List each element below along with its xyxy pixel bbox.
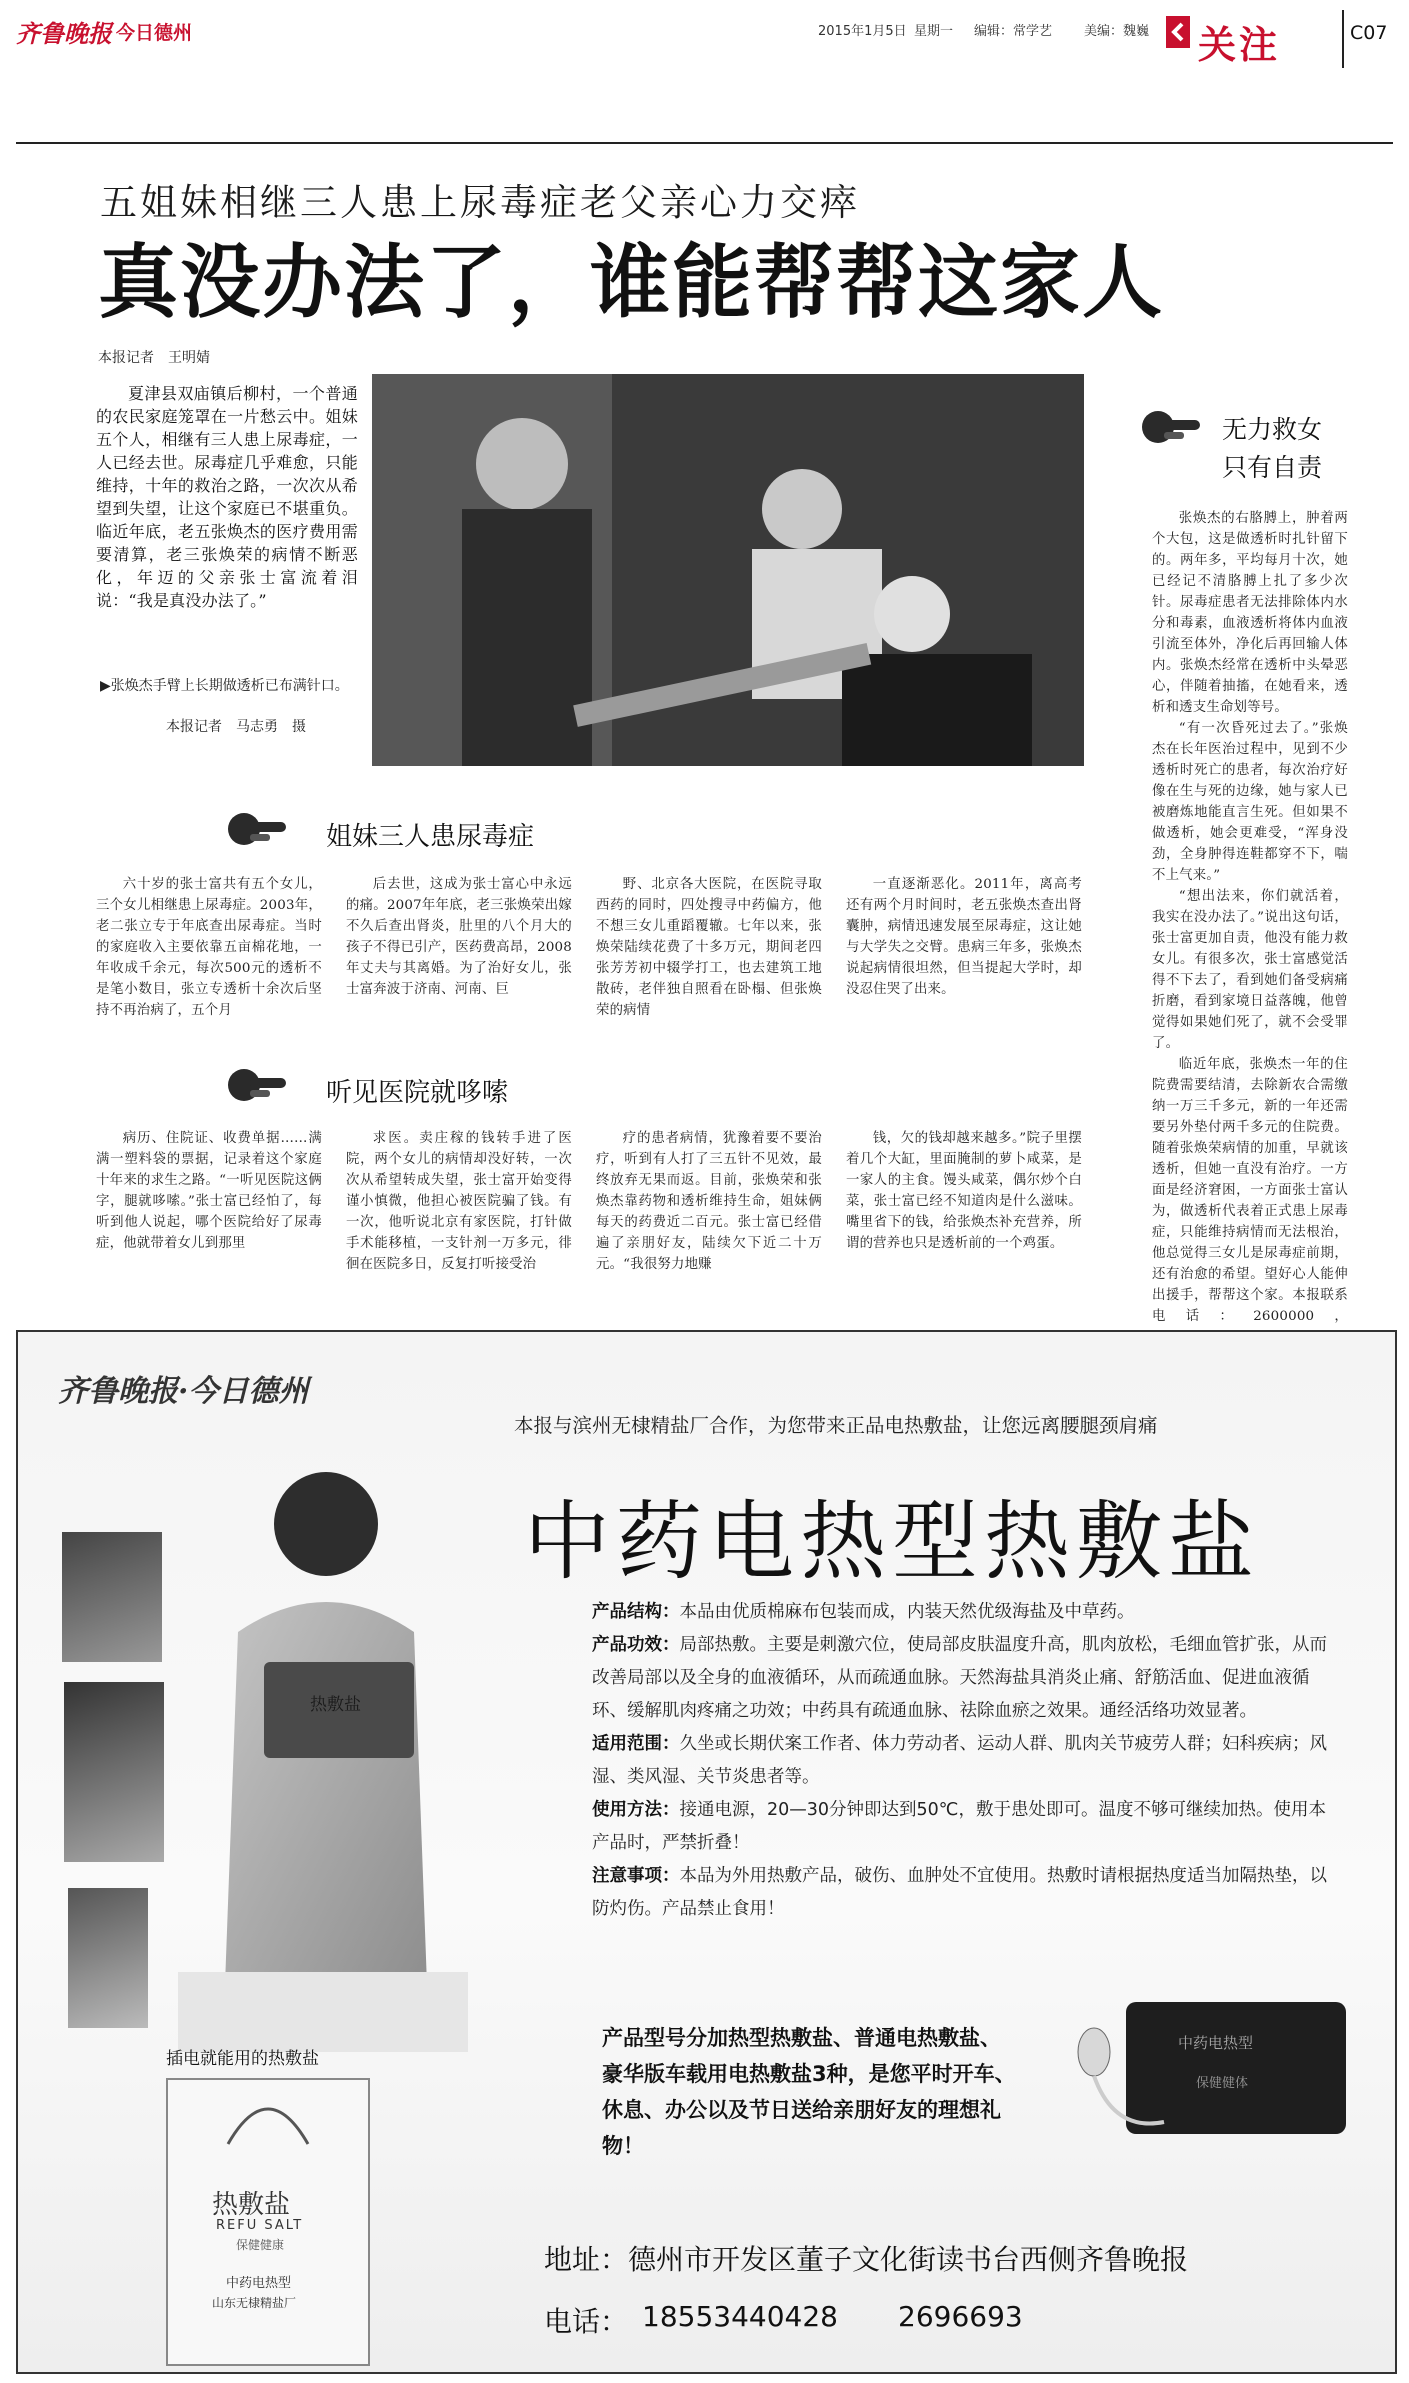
ad-specs xyxy=(592,1596,1328,1926)
article-lead: 夏津县双庙镇后柳村，一个普通的农民家庭笼罩在一片愁云中。姐妹五个人，相继有三人患上尿毒症，一人已经去世。尿毒症几乎难愈，只能维持，十年的救治之路，一次次从希望到失望，让这个家庭已不堪重负。临近年底，老五张焕杰的医疗费用需要清算，老三张焕荣的病情不断恶化，年迈的父亲张士富流着泪说：“我是真没办法了。” xyxy=(96,384,358,610)
pointing-hand-icon xyxy=(226,808,290,850)
header-editor: 编辑：常学艺 xyxy=(974,24,1053,39)
advertisement xyxy=(16,1330,1397,2374)
box-label-2: 保健健康 xyxy=(236,2238,285,2252)
spec-effect: 产品功效：局部热敷。主要是刺激穴位，使局部皮肤温度升高，肌肉放松，毛细血管扩张，从而改善局部以及全身的血液循环，从而疏通血脉。天然海盐具消炎止痛、舒筋活血、促进血液循环、缓解肌肉疼痛之功效；中药具有疏通血脉、祛除血瘀之效果。通经活络功效显著。 xyxy=(592,1635,1327,1721)
section1-col-1: 六十岁的张士富共有五个女儿，三个女儿相继患上尿毒症。2003年，老二张立专于年底查出尿毒症。当时的家庭收入主要依靠五亩棉花地，一年收成千余元，每次500元的透析不是笔小数目，张立专透析十余次后坚持不再治病了，五个月 xyxy=(96,877,322,1018)
heating-pad-product xyxy=(1054,1992,1354,2142)
pad-label: 中药电热型 xyxy=(1178,2034,1254,2052)
plug-caption: 插电就能用的热敷盐 xyxy=(166,2049,319,2069)
section-title-2: 听见医院就哆嗦 xyxy=(326,1078,509,1108)
box-title: 热敷盐 xyxy=(212,2190,291,2220)
inset-photo-back xyxy=(64,1682,164,1862)
box-subtitle: 中药电热型 xyxy=(226,2276,292,2291)
photo-caption: ▶张焕杰手臂上长期做透析已布满针口。 xyxy=(100,678,349,694)
ad-address: 地址：德州市开发区董子文化街读书台西侧齐鲁晚报 xyxy=(544,2243,1189,2276)
ad-phone-1[interactable]: 18553440428 xyxy=(642,2300,838,2333)
model-photo xyxy=(178,1452,468,2052)
column-marker-icon xyxy=(1166,16,1190,48)
header-rule xyxy=(16,142,1393,144)
news-photo xyxy=(372,374,1084,766)
section-title-1: 姐妹三人患尿毒症 xyxy=(326,822,535,852)
article-byline: 本报记者 王明婧 xyxy=(98,350,210,366)
section2-col-1: 病历、住院证、收费单据……满满一塑料袋的票据，记录着这个家庭十年来的求生之路。“一听见医院这俩字，腿就哆嗦。”张士富已经怕了，每听到他人说起，哪个医院给好了尿毒症，他就带着女儿到那里 xyxy=(96,1131,322,1251)
section1-col-2: 后去世，这成为张士富心中永远的痛。2007年年底，老三张焕荣出嫁不久后查出肾炎，肚里的八个月大的孩子不得已引产，医药费高昂，2008年丈夫与其离婚。为了治好女儿，张士富奔波于济南、河南、巨 xyxy=(346,877,572,997)
ad-phone-2[interactable]: 2696693 xyxy=(898,2300,1023,2333)
section2-col-3: 疗的患者病情，犹豫着要不要治疗，听到有人打了三五针不见效，最终放弃无果而返。目前，张焕荣和张焕杰靠药物和透析维持生命，姐妹俩每天的药费近二百元。张士富已经借遍了亲朋好友，陆续欠下近二十万元。“我很努力地赚 xyxy=(596,1131,822,1272)
header-date: 2015年1月5日 xyxy=(818,24,907,39)
section2-col-4: 钱，欠的钱却越来越多。”院子里摆着几个大缸，里面腌制的萝卜咸菜，是一家人的主食。馒头咸菜，偶尔炒个白菜，张士富已经不知道肉是什么滋味。嘴里省下的钱，给张焕杰补充营养，所谓的营养也只是透析前的一个鸡蛋。 xyxy=(846,1131,1082,1251)
pointing-hand-icon xyxy=(1140,406,1204,448)
photo-credit: 本报记者 马志勇 摄 xyxy=(166,719,306,735)
column-title: 关注 xyxy=(1198,23,1281,67)
inset-photo-knee xyxy=(68,1888,148,2028)
spec-structure: 产品结构：本品由优质棉麻布包装而成，内装天然优级海盐及中草药。 xyxy=(592,1602,1135,1622)
header-section-name: 今日德州 xyxy=(116,22,193,44)
section1-col-3: 野、北京各大医院，在医院寻取西药的同时，四处搜寻中药偏方，他不想三女儿重蹈覆辙。七年以来，张焕荣陆续花费了十多万元，期间老四张芳芳初中辍学打工，也去建筑工地散砖，老伴独自照看在卧榻、但张焕荣的病情 xyxy=(596,877,822,1018)
header-divider xyxy=(1342,10,1344,68)
right-section-title-1: 无力救女 xyxy=(1222,415,1323,444)
ad-models-text: 产品型号分加热型热敷盐、普通电热敷盐、豪华版车载用电热敷盐3种，是您平时开车、休息、办公以及节日送给亲朋好友的理想礼物！ xyxy=(602,2026,1016,2158)
spec-caution: 注意事项：本品为外用热敷产品，破伤、血肿处不宜使用。热敷时请根据热度适当加隔热垫，以防灼伤。产品禁止食用！ xyxy=(592,1866,1327,1919)
right-section-title-2: 只有自责 xyxy=(1222,453,1323,482)
header-weekday: 星期一 xyxy=(914,24,954,39)
section1-col-4: 一直逐渐恶化。2011年，离高考还有两个月时间时，老五张焕杰查出肾囊肿，病情迅速发展至尿毒症，这让她与大学失之交臂。患病三年多，张焕杰说起病情很坦然，但当提起大学时，却没忍住哭了出来。 xyxy=(846,877,1082,997)
pad-label-2: 保健健体 xyxy=(1196,2076,1249,2091)
ad-logo: 齐鲁晚报·今日德州 xyxy=(58,1374,309,1409)
ad-phone-label: 电话： xyxy=(544,2305,629,2338)
article-headline: 真没办法了，谁能帮帮这家人 xyxy=(98,236,1164,329)
right-column-text: 张焕杰的右胳膊上，肿着两个大包，这是做透析时扎针留下的。两年多，平均每月十次，她已经记不清胳膊上扎了多少次针。尿毒症患者无法排除体内水分和毒素，血液透析将体内血液引流至体外，净化后再回输人体内。张焕杰经常在透析中头晕恶心，伴随着抽搐，在她看来，透析和透支生命划等号。 “有一次昏死过去了。”张焕杰在长年医治过程中，见到不少透析时死亡的患者，每次治疗好像在生与死的边缘，她与家人已被磨炼地能直言生死。但如果不做透析，她会更难受，“浑身没劲，全身肿得连鞋都穿不下，喘不上气来。” “想出法来，你们就活着，我实在没办法了。”说出这句话，张士富更加自责，他没有能力救女儿。有很多次，张士富感觉活得不下去了，看到她们备受病痛折磨，看到家境日益落魄，他曾觉得如果她们死了，就不会受罪了。 临近年底，张焕杰一年的住院费需要结清，去除新农合需缴纳一万三千多元，新的一年还需要另外垫付两千多元的住院费。随着张焕荣病情的加重，早就该透析，但她一直没有治疗。一方面是经济窘困，一方面张士富认为，做透析代表着正式患上尿毒症，只能维持病情而无法根治，他总觉得三女儿是尿毒症前期，还有治愈的希望。望好心人能伸出援手，帮帮这个家。本报联系电话：2600000， xyxy=(1152,511,1348,1324)
header-logo: 齐鲁晚报 xyxy=(16,19,112,48)
spec-scope: 适用范围：久坐或长期伏案工作者、体力劳动者、运动人群、肌肉关节疲劳人群；妇科疾病；风湿、类风湿、关节炎患者等。 xyxy=(592,1734,1327,1787)
pointing-hand-icon xyxy=(226,1064,290,1106)
spec-usage: 使用方法：接通电源，20—30分钟即达到50℃，敷于患处即可。温度不够可继续加热。使用本产品时，严禁折叠！ xyxy=(592,1800,1326,1853)
ad-title: 中药电热型热敷盐 xyxy=(524,1492,1260,1592)
box-brand: REFU SALT xyxy=(216,2218,304,2233)
pad-on-back-text: 热敷盐 xyxy=(310,1695,361,1715)
inset-photo-neck xyxy=(62,1532,162,1662)
box-maker: 山东无棣精盐厂 xyxy=(212,2296,297,2310)
section2-col-2: 求医。卖庄稼的钱转手进了医院，两个女儿的病情却没好转，一次次从希望转成失望，张士富开始变得谨小慎微，他担心被医院骗了钱。有一次，他听说北京有家医院，打针做手术能移植，一支针剂一万多元，徘徊在医院多日，反复打听接受治 xyxy=(346,1131,572,1272)
page-number: C07 xyxy=(1350,22,1388,44)
ad-tagline: 本报与滨州无棣精盐厂合作，为您带来正品电热敷盐，让您远离腰腿颈肩痛 xyxy=(514,1414,1158,1437)
article-subtitle: 五姐妹相继三人患上尿毒症老父亲心力交瘁 xyxy=(100,181,860,224)
header-designer: 美编：魏巍 xyxy=(1084,24,1150,39)
